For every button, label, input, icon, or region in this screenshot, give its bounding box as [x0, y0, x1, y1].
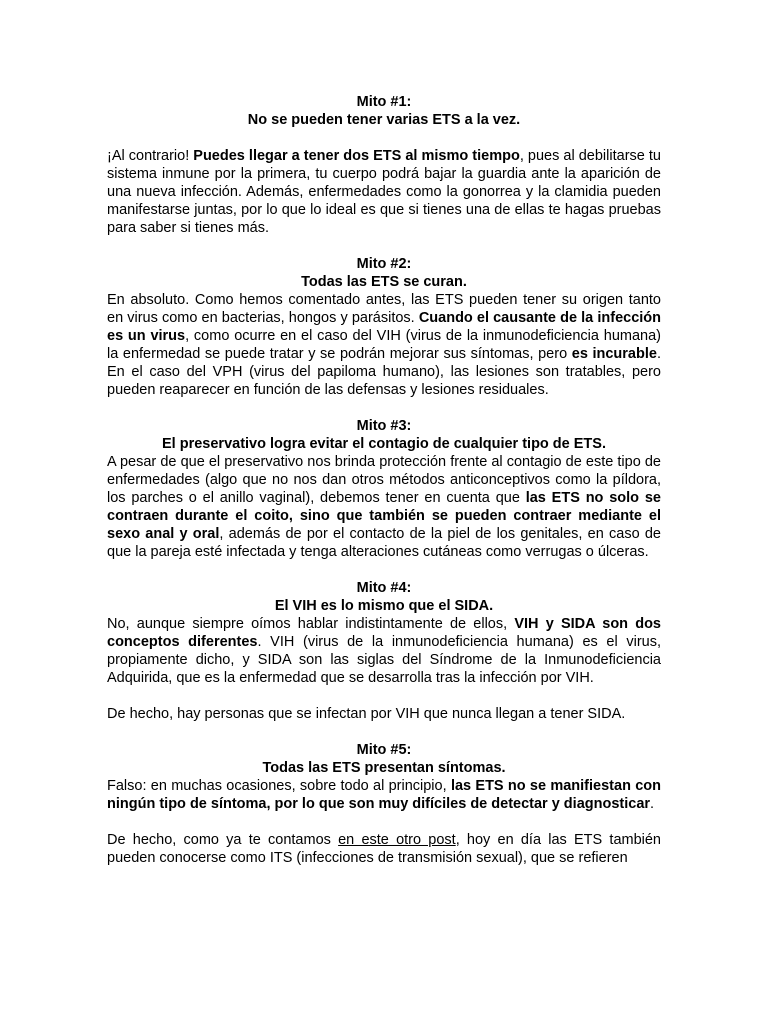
myth-5-heading: Todas las ETS presentan síntomas. — [262, 760, 506, 776]
myth-2 — [107, 255, 661, 399]
myth-4-heading: El VIH es lo mismo que el SIDA. — [274, 598, 494, 614]
document-page — [107, 93, 661, 867]
bold-run: VIH y SIDA son dos conceptos diferentes — [107, 616, 661, 650]
myth-2-heading: Todas las ETS se curan. — [301, 274, 467, 290]
text-run: . En el caso del VPH (virus del papiloma humano), las lesiones son tratables, pero pueden reaparecer en función de las defensas y lesiones residuales. — [107, 346, 661, 398]
myth-5-paragraph-1 — [107, 777, 661, 813]
bold-run: las ETS no se manifiestan con ningún tipo de síntoma, por lo que son muy difíciles de detectar y diagnosticar — [107, 778, 662, 812]
myth-3-paragraph — [107, 453, 661, 561]
text-run: , además de por el contacto de la piel de los genitales, en caso de que la pareja esté infectada y tenga alteraciones cutáneas como verrugas o úlceras. — [107, 526, 661, 560]
text-run: , hoy en día las ETS también pueden conocerse como ITS (infecciones de transmisión sexual), que se refieren — [107, 832, 661, 866]
text-run: ¡Al contrario! — [107, 148, 194, 164]
myth-1-heading: No se pueden tener varias ETS a la vez. — [247, 112, 521, 128]
text-run: Falso: en muchas ocasiones, sobre todo al principio, — [107, 778, 451, 794]
myth-3-label: Mito #3: — [356, 418, 412, 434]
bold-run: Puedes llegar a tener dos ETS al mismo tiempo — [193, 148, 520, 164]
spacer — [107, 129, 661, 147]
myth-5-label: Mito #5: — [356, 742, 412, 758]
text-run: En absoluto. Como hemos comentado antes, las ETS pueden tener su origen tanto en virus como en bacterias, hongos y parásitos. — [107, 292, 661, 326]
text-run: , pues al debilitarse tu sistema inmune por la primera, tu cuerpo podrá bajar la guardia ante la aparición de una nueva infección. Además, enfermedades como la gonorrea y la clamidia pueden manifestarse juntas, por lo que lo ideal es que si tienes una de ellas te hagas pruebas para saber si tienes más. — [107, 148, 661, 236]
myth-1 — [107, 93, 661, 237]
myth-4-label: Mito #4: — [356, 580, 412, 596]
text-run: A pesar de que el preservativo nos brinda protección frente al contagio de este tipo de enfermedades (algo que no nos dan otros métodos anticonceptivos como la píldora, los parches o el anillo vaginal), debemos tener en cuenta que — [107, 454, 661, 506]
myth-4-paragraph-2: De hecho, hay personas que se infectan por VIH que nunca llegan a tener SIDA. — [107, 706, 626, 722]
myth-4 — [107, 579, 661, 723]
text-run: No, aunque siempre oímos hablar indistintamente de ellos, — [107, 616, 515, 632]
other-post-link[interactable]: en este otro post — [338, 832, 456, 848]
text-run: De hecho, como ya te contamos — [107, 832, 339, 848]
myth-5 — [107, 741, 661, 867]
myth-1-paragraph — [107, 147, 661, 237]
myth-3 — [107, 417, 661, 561]
text-run: . — [650, 796, 655, 812]
bold-run: las ETS no solo se contraen durante el coito, sino que también se pueden contraer mediante el sexo anal y oral — [107, 490, 661, 542]
myth-2-label: Mito #2: — [356, 256, 412, 272]
myth-4-paragraph-1 — [107, 615, 661, 687]
myth-1-label: Mito #1: — [356, 94, 412, 110]
bold-run: Cuando el causante de la infección es un virus — [107, 310, 662, 344]
myth-3-heading: El preservativo logra evitar el contagio de cualquier tipo de ETS. — [162, 436, 606, 452]
text-run: , como ocurre en el caso del VIH (virus de la inmunodeficiencia humana) la enfermedad se puede tratar y se podrán mejorar sus síntomas, pero — [107, 328, 661, 362]
bold-run: es incurable — [571, 346, 657, 362]
myth-2-paragraph — [107, 291, 661, 399]
myth-5-paragraph-2 — [107, 831, 661, 867]
text-run: . VIH (virus de la inmunodeficiencia humana) es el virus, propiamente dicho, y SIDA son las siglas del Síndrome de la Inmunodeficiencia Adquirida, que es la enfermedad que se desarrolla tras la infección por VIH. — [107, 634, 662, 686]
